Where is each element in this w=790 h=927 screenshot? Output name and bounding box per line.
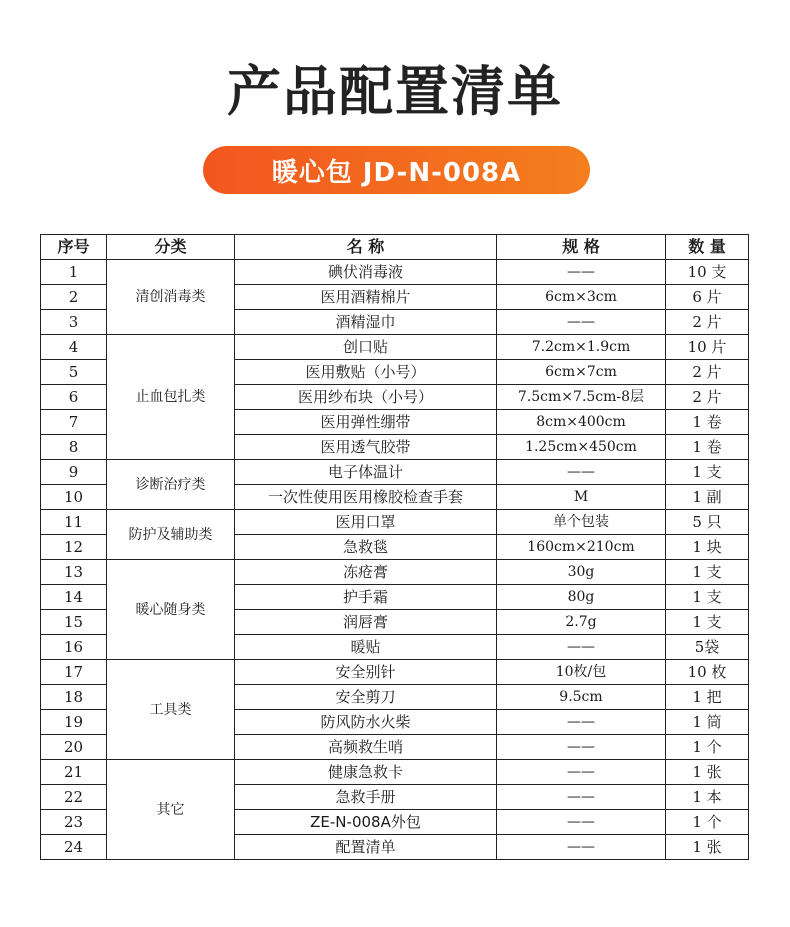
item-spec: 单个包装	[497, 510, 666, 535]
item-name: 电子体温计	[235, 460, 497, 485]
item-number: 21	[41, 760, 107, 785]
item-quantity: 1 把	[666, 685, 749, 710]
item-name: ZE-N-008A外包	[235, 810, 497, 835]
item-quantity: 10 支	[666, 260, 749, 285]
item-quantity: 5袋	[666, 635, 749, 660]
item-name: 配置清单	[235, 835, 497, 860]
item-number: 24	[41, 835, 107, 860]
item-number: 4	[41, 335, 107, 360]
item-number: 5	[41, 360, 107, 385]
item-spec: 6cm×7cm	[497, 360, 666, 385]
table-row	[41, 660, 749, 685]
item-name: 防风防水火柴	[235, 710, 497, 735]
item-spec: M	[497, 485, 666, 510]
item-number: 22	[41, 785, 107, 810]
item-number: 6	[41, 385, 107, 410]
table-header-row	[41, 235, 749, 260]
category-cell: 清创消毒类	[107, 260, 235, 335]
table-row	[41, 560, 749, 585]
item-quantity: 6 片	[666, 285, 749, 310]
category-cell: 止血包扎类	[107, 335, 235, 460]
item-quantity: 1 副	[666, 485, 749, 510]
table-row	[41, 260, 749, 285]
item-spec: ——	[497, 835, 666, 860]
item-name: 润唇膏	[235, 610, 497, 635]
header-category: 分类	[107, 235, 235, 260]
item-spec: ——	[497, 310, 666, 335]
table-row	[41, 335, 749, 360]
item-number: 11	[41, 510, 107, 535]
item-name: 安全剪刀	[235, 685, 497, 710]
item-spec: 7.2cm×1.9cm	[497, 335, 666, 360]
item-name: 安全别针	[235, 660, 497, 685]
item-name: 健康急救卡	[235, 760, 497, 785]
category-cell: 暖心随身类	[107, 560, 235, 660]
item-quantity: 10 枚	[666, 660, 749, 685]
item-spec: 160cm×210cm	[497, 535, 666, 560]
item-quantity: 1 支	[666, 460, 749, 485]
item-name: 碘伏消毒液	[235, 260, 497, 285]
item-spec: ——	[497, 710, 666, 735]
item-number: 12	[41, 535, 107, 560]
item-quantity: 1 筒	[666, 710, 749, 735]
item-name: 急救毯	[235, 535, 497, 560]
item-spec: 10枚/包	[497, 660, 666, 685]
item-spec: 9.5cm	[497, 685, 666, 710]
item-spec: ——	[497, 785, 666, 810]
item-name: 高频救生哨	[235, 735, 497, 760]
item-spec: ——	[497, 735, 666, 760]
header-quantity: 数 量	[666, 235, 749, 260]
item-spec: ——	[497, 810, 666, 835]
item-name: 医用敷贴（小号）	[235, 360, 497, 385]
item-quantity: 1 块	[666, 535, 749, 560]
item-spec: 7.5cm×7.5cm-8层	[497, 385, 666, 410]
item-number: 3	[41, 310, 107, 335]
table-row	[41, 460, 749, 485]
category-cell: 其它	[107, 760, 235, 860]
category-cell: 工具类	[107, 660, 235, 760]
item-name: 医用纱布块（小号）	[235, 385, 497, 410]
item-name: 一次性使用医用橡胶检查手套	[235, 485, 497, 510]
item-quantity: 1 支	[666, 585, 749, 610]
item-spec: 2.7g	[497, 610, 666, 635]
item-quantity: 1 卷	[666, 410, 749, 435]
product-name-badge	[203, 146, 590, 194]
item-quantity: 1 支	[666, 560, 749, 585]
item-spec: ——	[497, 635, 666, 660]
item-quantity: 1 个	[666, 735, 749, 760]
item-quantity: 10 片	[666, 335, 749, 360]
item-name: 酒精湿巾	[235, 310, 497, 335]
item-name: 创口贴	[235, 335, 497, 360]
table-row	[41, 760, 749, 785]
item-name: 急救手册	[235, 785, 497, 810]
item-quantity: 1 本	[666, 785, 749, 810]
item-name: 冻疮膏	[235, 560, 497, 585]
item-number: 14	[41, 585, 107, 610]
table-row	[41, 510, 749, 535]
item-number: 1	[41, 260, 107, 285]
item-quantity: 1 张	[666, 760, 749, 785]
header-spec: 规 格	[497, 235, 666, 260]
category-cell: 防护及辅助类	[107, 510, 235, 560]
item-number: 7	[41, 410, 107, 435]
item-spec: 80g	[497, 585, 666, 610]
item-spec: 1.25cm×450cm	[497, 435, 666, 460]
item-quantity: 1 支	[666, 610, 749, 635]
item-quantity: 2 片	[666, 360, 749, 385]
item-name: 暖贴	[235, 635, 497, 660]
header-name: 名 称	[235, 235, 497, 260]
item-quantity: 1 卷	[666, 435, 749, 460]
item-number: 10	[41, 485, 107, 510]
header-number: 序号	[41, 235, 107, 260]
item-number: 23	[41, 810, 107, 835]
item-number: 9	[41, 460, 107, 485]
page-title: 产品配置清单	[227, 60, 563, 123]
product-name: 暖心包 JD-N-008A	[271, 157, 522, 188]
item-quantity: 1 个	[666, 810, 749, 835]
item-quantity: 1 张	[666, 835, 749, 860]
item-number: 13	[41, 560, 107, 585]
table-body	[41, 260, 749, 860]
configuration-table	[40, 234, 749, 860]
item-number: 19	[41, 710, 107, 735]
item-quantity: 2 片	[666, 310, 749, 335]
item-number: 16	[41, 635, 107, 660]
item-number: 20	[41, 735, 107, 760]
item-number: 18	[41, 685, 107, 710]
item-spec: 30g	[497, 560, 666, 585]
item-number: 15	[41, 610, 107, 635]
item-quantity: 2 片	[666, 385, 749, 410]
item-spec: ——	[497, 460, 666, 485]
item-name: 医用弹性绷带	[235, 410, 497, 435]
item-number: 8	[41, 435, 107, 460]
item-name: 医用酒精棉片	[235, 285, 497, 310]
item-number: 2	[41, 285, 107, 310]
item-name: 医用口罩	[235, 510, 497, 535]
category-cell: 诊断治疗类	[107, 460, 235, 510]
item-spec: ——	[497, 760, 666, 785]
item-spec: 8cm×400cm	[497, 410, 666, 435]
item-name: 医用透气胶带	[235, 435, 497, 460]
item-number: 17	[41, 660, 107, 685]
item-spec: 6cm×3cm	[497, 285, 666, 310]
item-quantity: 5 只	[666, 510, 749, 535]
item-name: 护手霜	[235, 585, 497, 610]
item-spec: ——	[497, 260, 666, 285]
